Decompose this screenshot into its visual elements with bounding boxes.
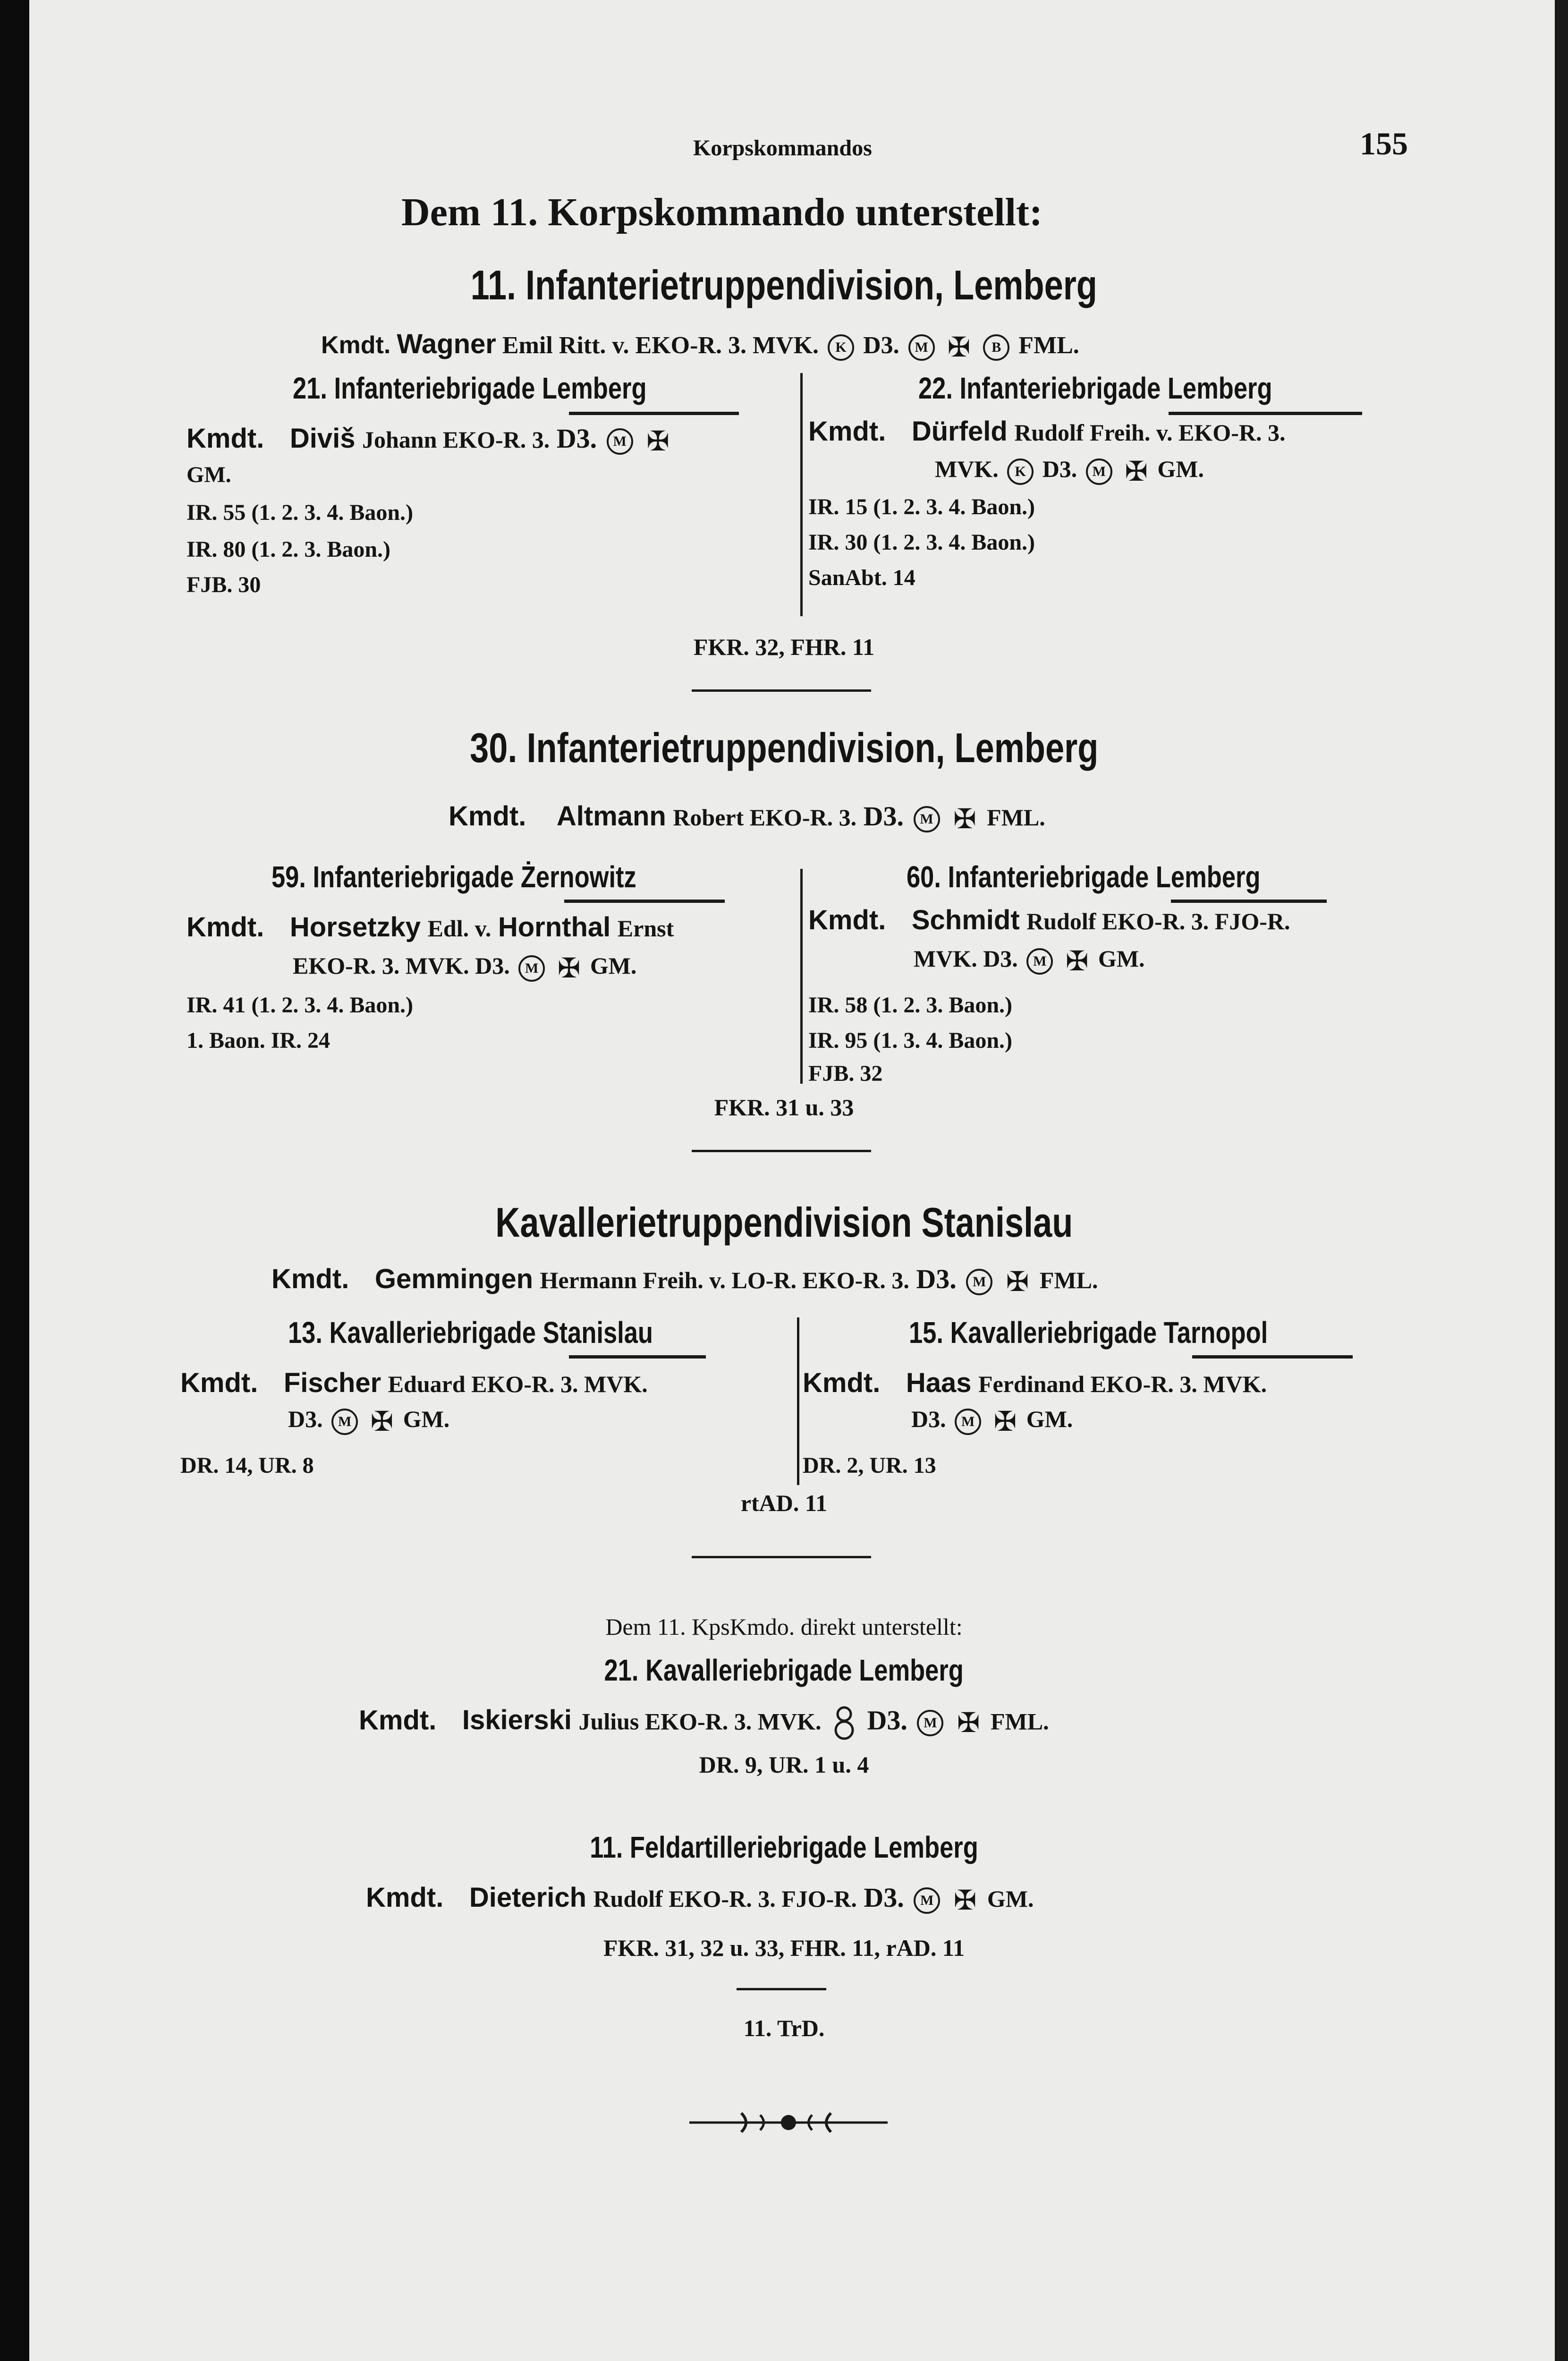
- page-number: 155: [1360, 126, 1408, 161]
- m-icon: M: [518, 955, 545, 982]
- direct-units: DR. 9, UR. 1 u. 4: [699, 1751, 869, 1778]
- div2-right-heading: 60. Infanteriebrigade Lemberg: [907, 860, 1261, 894]
- div2-heading: 30. Infanterietruppendivision, Lemberg: [469, 724, 1099, 771]
- b-icon: B: [983, 334, 1009, 361]
- unit-line: SanAbt. 14: [808, 565, 915, 590]
- cross-icon: ✠: [1125, 456, 1148, 487]
- scan-edge-right: [1555, 0, 1568, 2361]
- cross-icon: ✠: [557, 952, 581, 984]
- div2-commander: Kmdt. Altmann Robert EKO-R. 3. D3. M ✠ FML.: [449, 801, 1045, 834]
- div1-footer: FKR. 32, FHR. 11: [693, 634, 875, 660]
- cross-icon: ✠: [957, 1707, 980, 1738]
- cross-icon: ✠: [1065, 945, 1089, 977]
- div3-commander: Kmdt. Gemmingen Hermann Freih. v. LO-R. EKO-R. 3. D3. M ✠ FML.: [271, 1264, 1098, 1297]
- column-divider: [800, 869, 803, 1084]
- cross-icon: ✠: [993, 1406, 1017, 1437]
- cross-icon: ✠: [953, 1885, 977, 1916]
- m-icon: M: [966, 1269, 992, 1295]
- div2-left-commander-line2: EKO-R. 3. MVK. D3. M ✠ GM.: [293, 952, 637, 984]
- div2-left-heading: 59. Infanteriebrigade Żernowitz: [271, 860, 636, 894]
- underline: [569, 412, 739, 415]
- underline: [564, 900, 725, 903]
- artillery-units: FKR. 31, 32 u. 33, FHR. 11, rAD. 11: [603, 1935, 965, 1961]
- cross-icon: ✠: [646, 425, 670, 457]
- m-icon: M: [331, 1409, 358, 1435]
- page-title: Dem 11. Korpskommando unterstellt:: [401, 190, 1043, 234]
- ornament-icon: [689, 2108, 888, 2137]
- div3-left-commander-line2: D3. M ✠ GM.: [288, 1406, 450, 1437]
- m-icon: M: [955, 1409, 981, 1435]
- div1-right-commander-line2: MVK. K D3. M ✠ GM.: [935, 456, 1204, 487]
- separator-rule: [692, 1150, 871, 1152]
- direct-commander: Kmdt. Iskierski Julius EKO-R. 3. MVK. D3. M ✠ FML.: [359, 1705, 1049, 1741]
- unit-line: IR. 15 (1. 2. 3. 4. Baon.): [808, 494, 1035, 519]
- div3-left-heading: 13. Kavalleriebrigade Stanislau: [288, 1316, 653, 1350]
- underline: [1169, 412, 1362, 415]
- artillery-heading: 11. Feldartilleriebrigade Lemberg: [590, 1830, 978, 1864]
- div2-left-commander: Kmdt. Horsetzky Edl. v. Hornthal Ernst: [186, 912, 674, 943]
- unit-line: IR. 55 (1. 2. 3. 4. Baon.): [186, 500, 414, 525]
- column-divider: [797, 1317, 799, 1485]
- unit-line: FJB. 32: [808, 1061, 883, 1086]
- div3-right-commander-line2: D3. M ✠ GM.: [911, 1406, 1073, 1437]
- div1-left-commander: Kmdt. Diviš Johann EKO-R. 3. D3. M ✠: [186, 423, 670, 457]
- underline: [569, 1355, 706, 1359]
- m-icon: M: [917, 1710, 943, 1736]
- m-icon: M: [1086, 459, 1112, 485]
- div1-commander: Kmdt. Wagner Emil Ritt. v. EKO-R. 3. MVK. K D3. M ✠ B FML.: [321, 329, 1079, 363]
- div1-kmdt-label: Kmdt.: [321, 331, 391, 359]
- m-icon: M: [1026, 948, 1053, 975]
- separator-rule: [737, 1988, 826, 1990]
- div1-right-heading: 22. Infanteriebrigade Lemberg: [918, 371, 1272, 405]
- m-icon: M: [607, 428, 633, 455]
- underline: [1192, 1355, 1353, 1359]
- k-icon: K: [828, 334, 854, 361]
- medal-icon: [832, 1705, 856, 1741]
- div3-footer: rtAD. 11: [740, 1490, 828, 1516]
- div2-right-commander: Kmdt. Schmidt Rudolf EKO-R. 3. FJO-R.: [808, 905, 1290, 935]
- cross-icon: ✠: [1006, 1266, 1029, 1297]
- div1-left-heading: 21. Infanteriebrigade Lemberg: [293, 371, 647, 405]
- unit-line: IR. 41 (1. 2. 3. 4. Baon.): [186, 993, 414, 1018]
- div1-heading: 11. Infanterietruppendivision, Lemberg: [470, 262, 1098, 308]
- div3-heading: Kavallerietruppendivision Stanislau: [495, 1199, 1073, 1246]
- div3-right-heading: 15. Kavalleriebrigade Tarnopol: [909, 1316, 1268, 1350]
- unit-line: IR. 80 (1. 2. 3. Baon.): [186, 537, 391, 562]
- div2-footer: FKR. 31 u. 33: [714, 1094, 854, 1121]
- k-icon: K: [1007, 459, 1034, 485]
- div1-right-commander: Kmdt. Dürfeld Rudolf Freih. v. EKO-R. 3.: [808, 416, 1286, 447]
- unit-line: DR. 2, UR. 13: [803, 1453, 936, 1478]
- m-icon: M: [914, 1887, 940, 1914]
- direct-heading: 21. Kavalleriebrigade Lemberg: [604, 1653, 964, 1687]
- final-line: 11. TrD.: [743, 2015, 825, 2041]
- running-title: Korpskommandos: [693, 136, 872, 161]
- cross-icon: ✠: [947, 332, 971, 363]
- div3-right-commander: Kmdt. Haas Ferdinand EKO-R. 3. MVK.: [803, 1367, 1267, 1398]
- m-icon: M: [908, 334, 935, 361]
- unit-line: IR. 30 (1. 2. 3. 4. Baon.): [808, 530, 1035, 555]
- unit-line: IR. 95 (1. 3. 4. Baon.): [808, 1028, 1013, 1053]
- unit-line: 1. Baon. IR. 24: [186, 1028, 331, 1053]
- div2-right-commander-line2: MVK. D3. M ✠ GM.: [914, 945, 1145, 977]
- div1-left-rank: GM.: [186, 462, 231, 487]
- scan-edge-left: [0, 0, 29, 2361]
- div1-kmdt-name: Wagner: [397, 329, 496, 359]
- direct-intro: Dem 11. KpsKmdo. direkt unterstellt:: [605, 1614, 963, 1640]
- cross-icon: ✠: [370, 1406, 394, 1437]
- underline: [1171, 900, 1327, 903]
- column-divider: [800, 373, 803, 616]
- m-icon: M: [914, 806, 940, 832]
- cross-icon: ✠: [953, 803, 976, 834]
- unit-line: DR. 14, UR. 8: [180, 1453, 314, 1478]
- separator-rule: [692, 689, 871, 692]
- div3-left-commander: Kmdt. Fischer Eduard EKO-R. 3. MVK.: [180, 1367, 648, 1398]
- separator-rule: [692, 1556, 871, 1558]
- unit-line: IR. 58 (1. 2. 3. Baon.): [808, 993, 1013, 1018]
- artillery-commander: Kmdt. Dieterich Rudolf EKO-R. 3. FJO-R. D3. M ✠ GM.: [366, 1882, 1034, 1916]
- unit-line: FJB. 30: [186, 572, 261, 597]
